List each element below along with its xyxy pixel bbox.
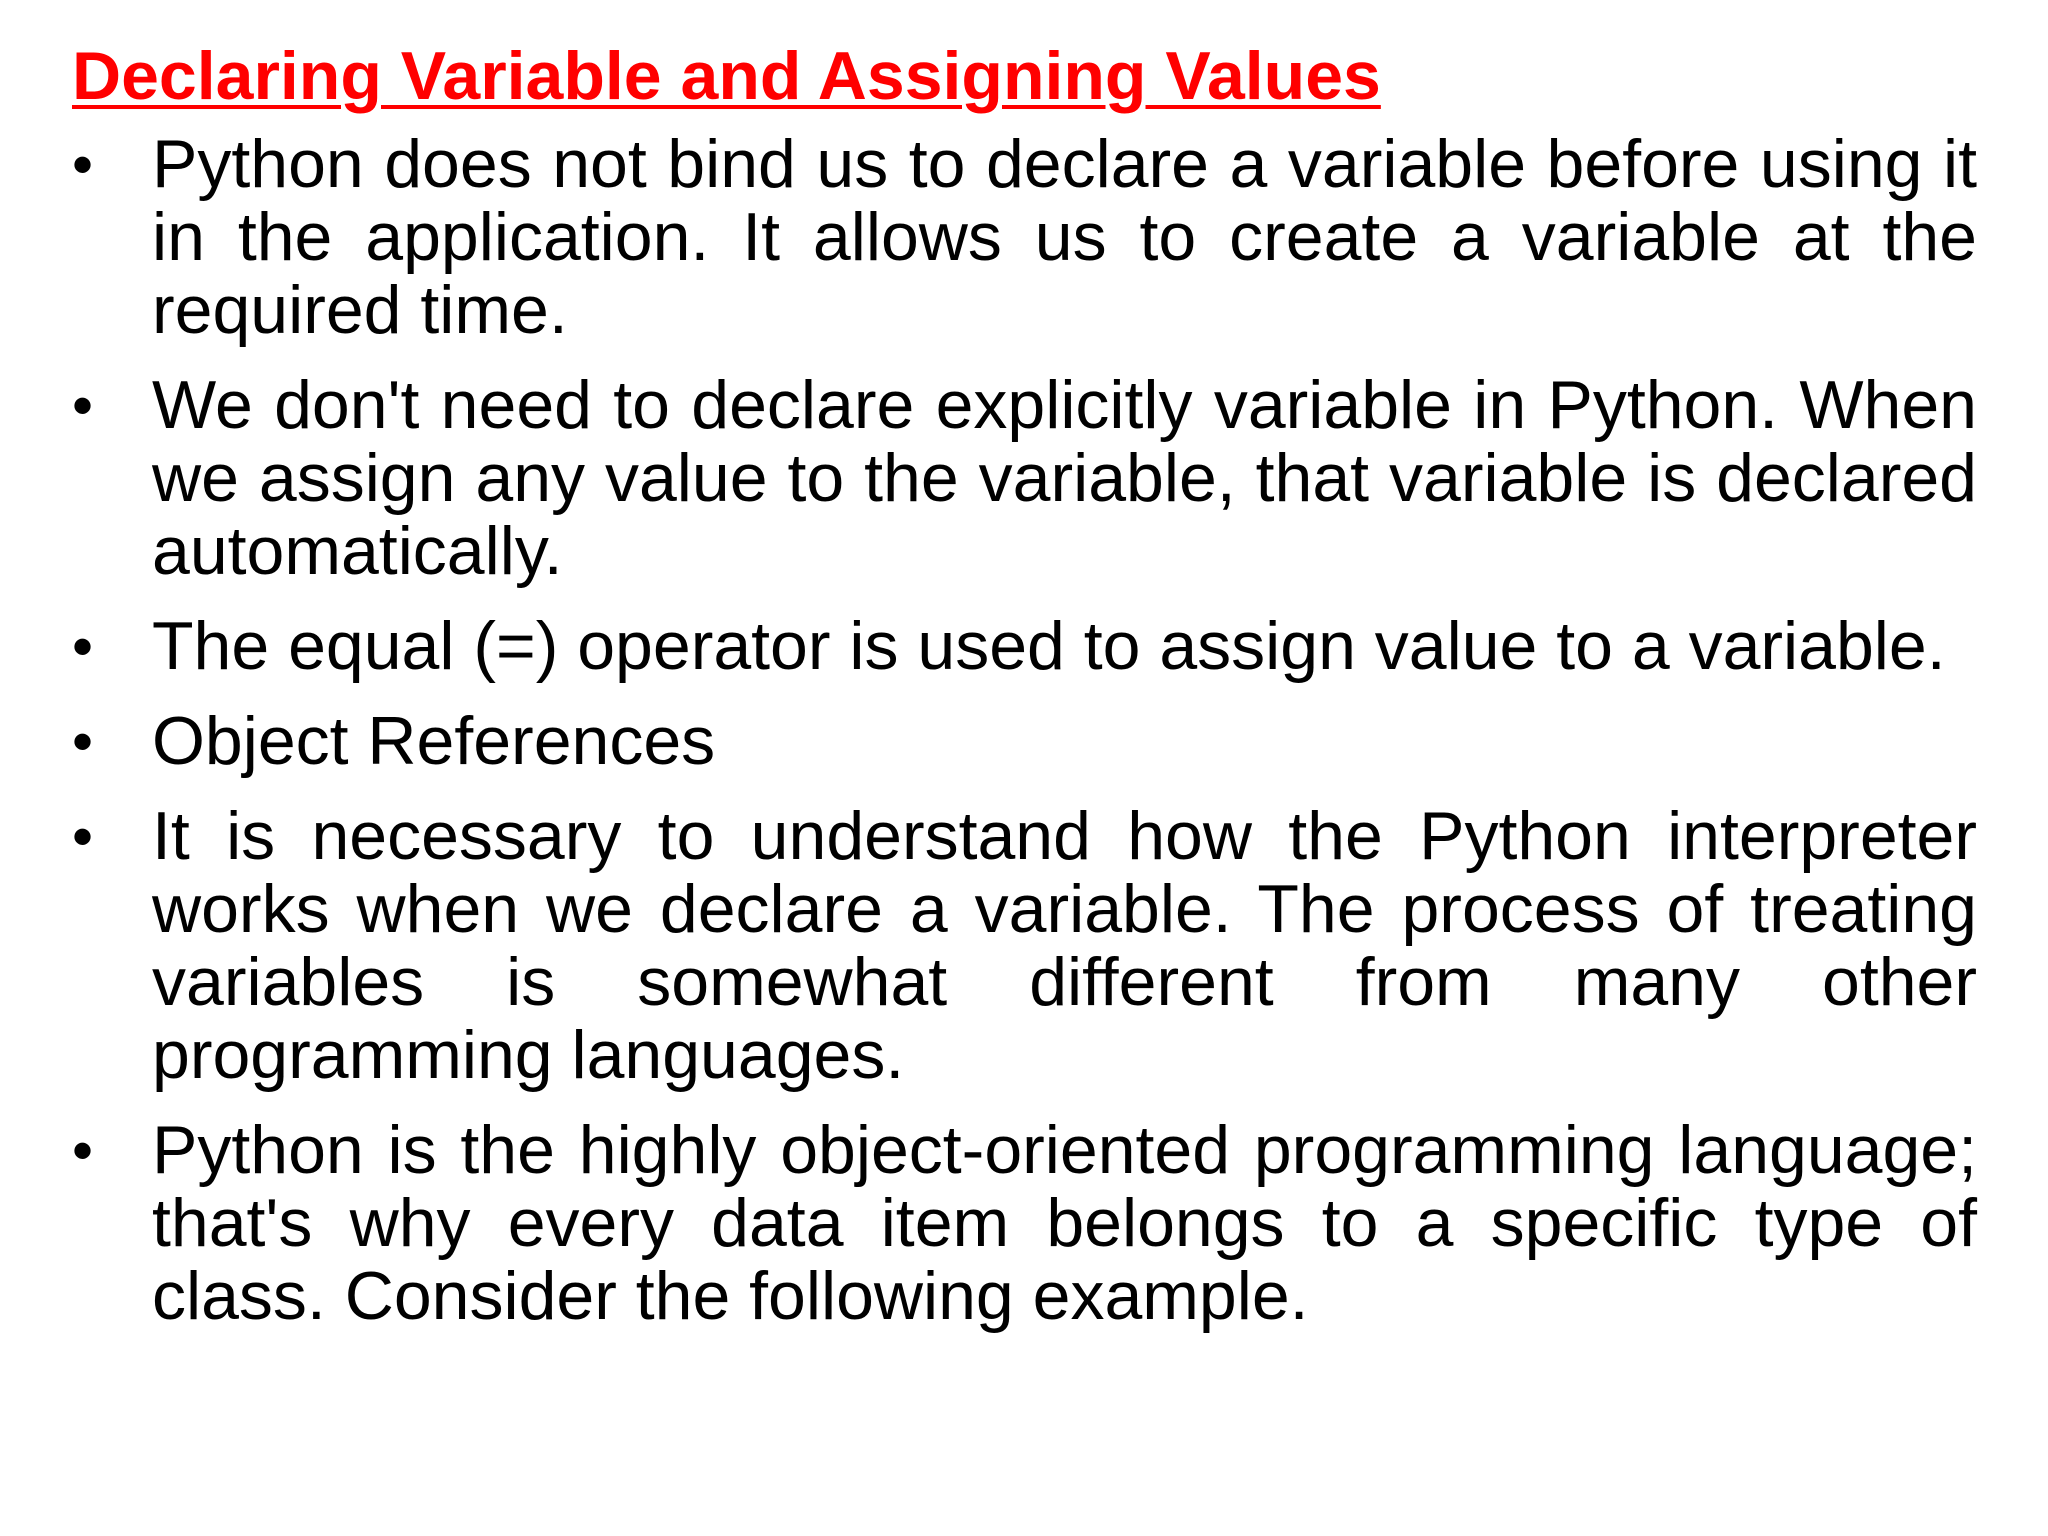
bullet-icon: • — [72, 372, 94, 439]
bullet-icon: • — [72, 131, 94, 198]
slide-title: Declaring Variable and Assigning Values — [72, 38, 1381, 114]
bullet-text: The equal (=) operator is used to assign value to a variable. — [152, 608, 1946, 684]
bullet-icon: • — [72, 613, 94, 680]
bullet-text: It is necessary to understand how the Python interpreter works when we declare a variable. The process of treating variables is somewhat different from many other programming languages. — [152, 798, 1977, 1093]
bullet-icon: • — [72, 803, 94, 870]
list-item — [72, 369, 1977, 588]
list-item — [72, 705, 1977, 778]
list-item — [72, 128, 1977, 347]
bullet-list — [72, 128, 1977, 1355]
bullet-text: Python is the highly object-oriented programming language; that's why every data item belongs to a specific type of class. Consider the following example. — [152, 1112, 1977, 1334]
bullet-text: Python does not bind us to declare a variable before using it in the application. It allows us to create a variable at the required time. — [152, 126, 1977, 348]
list-item — [72, 610, 1977, 683]
bullet-text: We don't need to declare explicitly variable in Python. When we assign any value to the variable, that variable is declared automatically. — [152, 367, 1977, 589]
bullet-icon: • — [72, 708, 94, 775]
bullet-icon: • — [72, 1117, 94, 1184]
list-item — [72, 800, 1977, 1092]
bullet-text: Object References — [152, 703, 716, 779]
list-item — [72, 1114, 1977, 1333]
